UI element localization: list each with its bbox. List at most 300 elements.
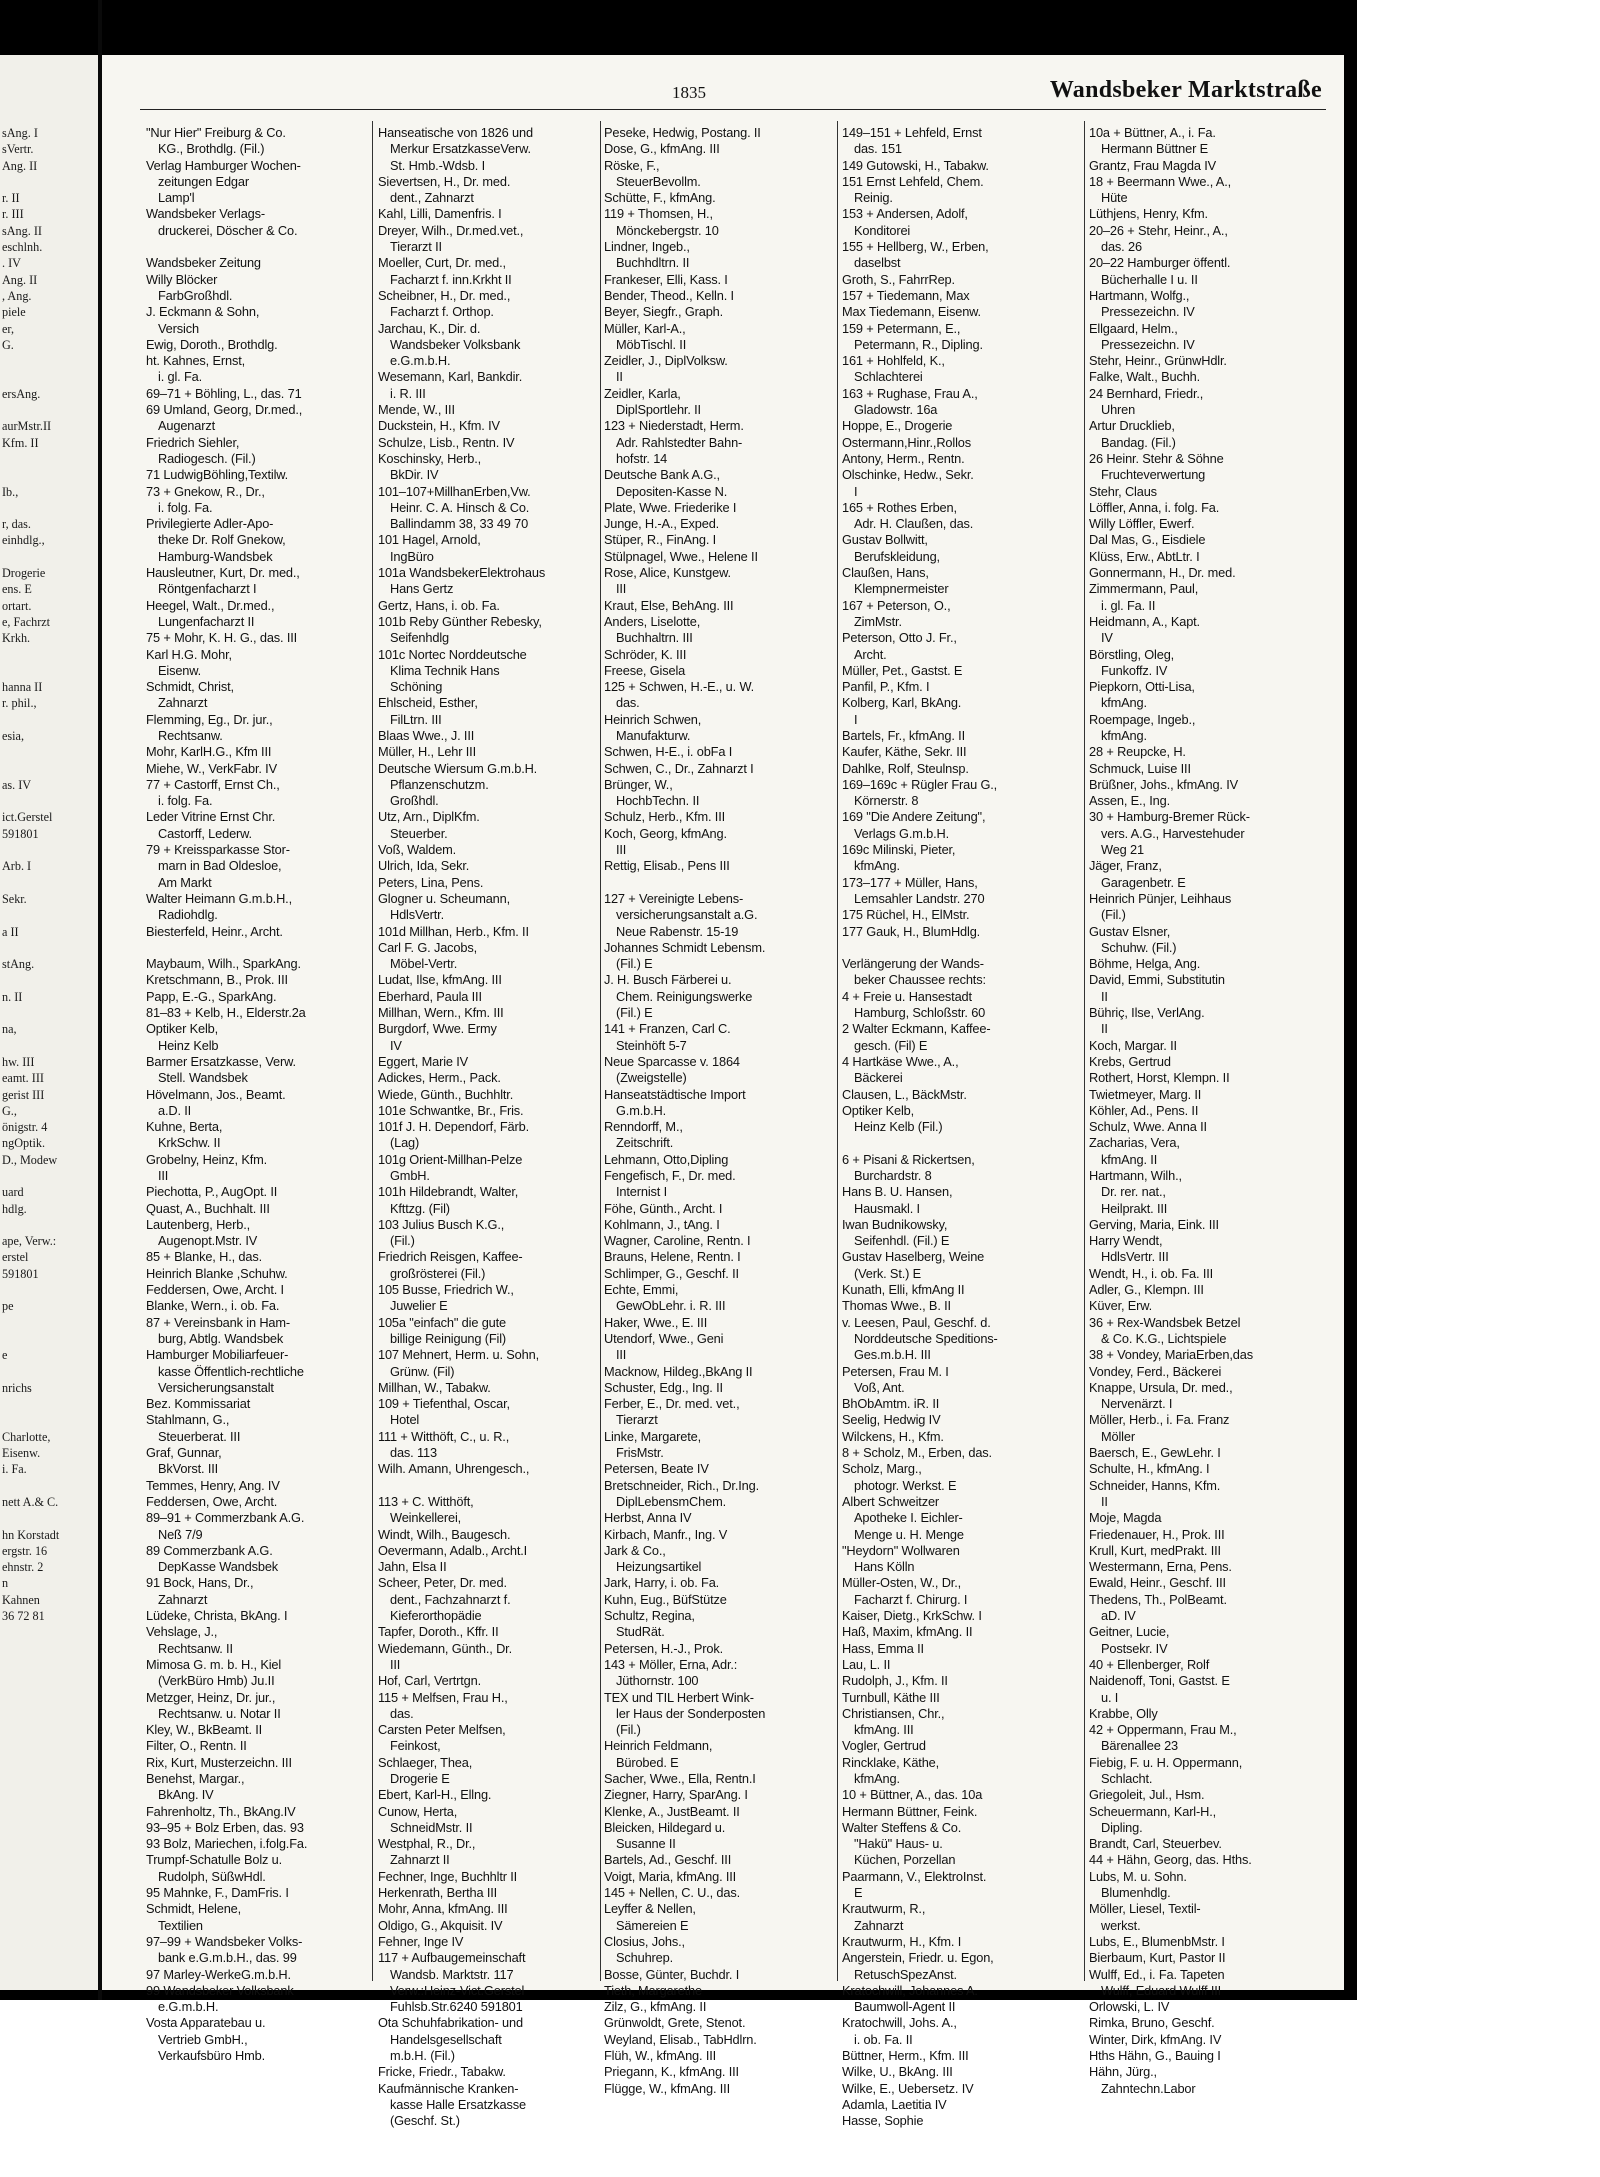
directory-entry-line: Rose, Alice, Kunstgew. [604, 565, 731, 581]
directory-entry-line: Hähn, Jürg., [1089, 2064, 1157, 2080]
directory-entry-line: KG., Brothdlg. (Fil.) [158, 141, 265, 157]
directory-entry-line: Hans B. U. Hansen, [842, 1184, 953, 1200]
directory-entry-line: Hamburger Mobiliarfeuer- [146, 1347, 289, 1363]
directory-entry-line: Hausleutner, Kurt, Dr. med., [146, 565, 300, 581]
directory-entry-line: Kfttzg. (Fil) [390, 1200, 450, 1216]
directory-entry-line: Verlag Hamburger Wochen- [146, 157, 301, 173]
directory-entry-line: Bücherhalle I u. II [1101, 271, 1198, 287]
directory-entry-line: das. [390, 1705, 414, 1721]
directory-entry-line: 107 Mehnert, Herm. u. Sohn, [378, 1347, 539, 1363]
directory-entry-line: Herkenrath, Bertha III [378, 1885, 498, 1901]
directory-entry-line: 109 + Tiefenthal, Oscar, [378, 1396, 510, 1412]
directory-entry-line: Wilke, U., BkAng. III [842, 2064, 953, 2080]
directory-entry-line: Neue Rabenstr. 15-19 [616, 923, 739, 939]
directory-entry-line: Piepkorn, Otti-Lisa, [1089, 679, 1195, 695]
directory-entry-line: Heinrich Pünjer, Leihhaus [1089, 890, 1232, 906]
directory-entry-line: Berufskleidung, [854, 548, 940, 564]
directory-entry-line: ZimMstr. [854, 613, 902, 629]
directory-entry-line: "Hakü" Haus- u. [854, 1836, 943, 1852]
directory-entry-line: Renndorff, M., [604, 1119, 683, 1135]
directory-entry-line: Küchen, Porzellan [854, 1852, 956, 1868]
directory-entry-line: Jahn, Elsa II [378, 1559, 447, 1575]
directory-entry-line: II [616, 369, 623, 385]
left-page-line: G., [2, 1103, 17, 1118]
directory-entry-line: Bärenallee 23 [1101, 1738, 1179, 1754]
directory-entry-line: Hanseatische von 1826 und [378, 125, 533, 140]
directory-entry-line: 91 Bock, Hans, Dr., [146, 1575, 254, 1591]
directory-entry-line: Ostermann,Hinr.,Rollos [842, 434, 971, 450]
directory-entry-line: a.D. II [158, 1102, 192, 1118]
directory-entry-line: Mohr, Anna, kfmAng. III [378, 1901, 508, 1917]
left-page-line: a II [2, 924, 19, 939]
directory-entry-line: Vertrieb GmbH., [158, 2031, 248, 2047]
directory-entry-line: Bartels, Fr., kfmAng. II [842, 727, 965, 743]
directory-entry-line: Lindner, Ingeb., [604, 239, 690, 255]
directory-entry-line: Petersen, Beate IV [604, 1461, 709, 1477]
directory-entry-line: Zeitschrift. [616, 1135, 674, 1151]
directory-entry-line: Tierarzt II [390, 239, 442, 255]
directory-entry-line: großrösterei (Fil.) [390, 1265, 486, 1281]
directory-entry-line: Rechtsanw. II [158, 1640, 233, 1656]
directory-entry-line: kfmAng. [854, 1770, 900, 1786]
directory-entry-line: Postsekr. IV [1101, 1640, 1168, 1656]
directory-entry-line: Ges.m.b.H. III [854, 1347, 931, 1363]
directory-entry-line: Wandsb. Marktstr. 117 [390, 1966, 514, 1982]
directory-entry-line: Friedrich Siehler, [146, 434, 240, 450]
left-page-line [2, 467, 59, 483]
directory-entry-line: Ferber, E., Dr. med. vet., [604, 1396, 740, 1412]
directory-entry-line: kfmAng. II [1101, 1151, 1158, 1167]
directory-entry-line: Seelig, Hedwig IV [842, 1412, 941, 1428]
directory-entry-line: ler Haus der Sonderposten [616, 1705, 766, 1721]
left-page-line: na, [2, 1022, 17, 1037]
directory-entry-line: Papp, E.-G., SparkAng. [146, 988, 277, 1004]
directory-entry-line: GmbH. [390, 1168, 430, 1183]
directory-entry-line: Vehslage, J., [146, 1624, 218, 1640]
directory-entry-line: 4 Hartkäse Wwe., A., [842, 1053, 959, 1069]
directory-entry-line: Lüdeke, Christa, BkAng. I [146, 1608, 288, 1624]
directory-entry-line: das. [616, 695, 640, 711]
directory-entry-line: IV [390, 1037, 402, 1053]
directory-entry-line: 10a + Büttner, A., i. Fa. [1089, 125, 1216, 140]
directory-entry-line: Dipling. [1101, 1819, 1143, 1835]
left-page-line [2, 174, 59, 190]
directory-entry-line: Bez. Kommissariat [146, 1396, 251, 1412]
directory-entry-line: Bartels, Ad., Geschf. III [604, 1852, 732, 1868]
directory-entry-line: 113 + C. Witthöft, [378, 1493, 474, 1509]
directory-entry-line: Handelsgesellschaft [390, 2031, 502, 2047]
directory-entry-line: Schlimper, G., Geschf. II [604, 1265, 739, 1281]
left-page-line: Kfm. II [2, 435, 39, 450]
directory-entry-line: 75 + Mohr, K. H. G., das. III [146, 630, 298, 646]
directory-entry-line: 119 + Thomsen, H., [604, 206, 713, 222]
directory-entry-line: Wandsbeker Volksbank [390, 336, 521, 352]
directory-entry-line: Radiohdlg. [158, 907, 218, 923]
directory-entry-line: FarbGroßhdl. [158, 287, 233, 303]
directory-entry-line: Linke, Margarete, [604, 1428, 702, 1444]
directory-entry-line: (Fil.) [390, 1233, 415, 1249]
directory-entry-line: Rettig, Elisab., Pens III [604, 858, 730, 874]
left-page-line: ehnstr. 2 [2, 1560, 44, 1575]
directory-entry-line: Hass, Emma II [842, 1640, 924, 1656]
directory-entry-line: Chem. Reinigungswerke [616, 988, 753, 1004]
directory-entry-line: Kuhn, Eug., BüfStütze [604, 1591, 727, 1607]
directory-entry-line: Wilke, E., Uebersetz. IV [842, 2080, 974, 2096]
directory-entry-line: Gustav Elsner, [1089, 923, 1171, 939]
directory-entry-line: Vosta Apparatebau u. [146, 2015, 266, 2031]
directory-entry-line: Bierbaum, Kurt, Pastor II [1089, 1950, 1226, 1966]
column-rule [372, 121, 373, 1981]
directory-entry-line: Bleicken, Hildegard u. [604, 1819, 726, 1835]
directory-entry-line: Moeller, Curt, Dr. med., [378, 255, 506, 271]
left-page-line: einhdlg., [2, 533, 45, 548]
directory-entry-line: III [390, 1656, 401, 1672]
left-page-line: e [2, 1348, 8, 1363]
directory-entry-line: Körnerstr. 8 [854, 793, 919, 809]
directory-entry-line [146, 239, 307, 255]
left-page-line [2, 972, 59, 988]
left-page-line: ergstr. 16 [2, 1543, 48, 1558]
left-page-line: ict.Gerstel [2, 810, 53, 825]
directory-entry-line: Eisenw. [158, 662, 202, 678]
directory-entry-line: Schlacht. [1101, 1770, 1153, 1786]
directory-entry-line: Klima Technik Hans [390, 662, 500, 678]
directory-entry-line: HdlsVertr. [390, 907, 444, 923]
left-page-line [2, 842, 59, 858]
directory-entry-line: Ewald, Heinr., Geschf. III [1089, 1575, 1226, 1591]
left-page-line [2, 1282, 59, 1298]
directory-entry-line: Köhler, Ad., Pens. II [1089, 1102, 1199, 1118]
directory-entry-line: J. H. Busch Färberei u. [604, 972, 732, 988]
directory-entry-line: Heidmann, A., Kapt. [1089, 613, 1200, 629]
directory-entry-line [146, 940, 307, 956]
left-page-line: eamt. III [2, 1071, 44, 1086]
directory-entry-line: Hasse, Sophie [842, 2113, 924, 2129]
directory-entry-line: Leyffer & Nellen, [604, 1901, 696, 1917]
directory-entry-line: Windt, Wilh., Baugesch. [378, 1526, 511, 1542]
directory-entry-line: Angerstein, Friedr. u. Egon, [842, 1950, 994, 1966]
directory-entry-line: Macknow, Hildeg.,BkAng II [604, 1363, 753, 1379]
left-page-line: sAng. I [2, 126, 38, 140]
directory-entry-line: Lungenfacharzt II [158, 613, 255, 629]
directory-column-5 [1089, 125, 1253, 2097]
directory-entry-line: aD. IV [1101, 1608, 1136, 1624]
directory-entry-line: 99 Wandsbeker Volksbank [146, 1982, 294, 1998]
directory-entry-line: Heinr. C. A. Hinsch & Co. [390, 499, 530, 515]
directory-entry-line: Fechner, Inge, Buchhltr II [378, 1868, 518, 1884]
directory-entry-line: FilLtrn. III [390, 711, 442, 727]
directory-entry-line: Petermann, R., Dipling. [854, 336, 983, 352]
directory-entry-line: das. 151 [854, 141, 902, 157]
directory-entry-line: 101b Reby Günther Rebesky, [378, 613, 542, 629]
directory-entry-line: Hamburg, Schloßstr. 60 [854, 1005, 986, 1021]
left-page-line [2, 500, 59, 516]
directory-entry-line: Kratochwill, Johannes A. [842, 1982, 978, 1998]
directory-entry-line: Adr. Rahlstedter Bahn- [616, 434, 743, 450]
directory-entry-line: Möbel-Vertr. [390, 956, 458, 972]
directory-entry-line: (Fil.) [616, 1722, 641, 1738]
directory-entry-line: Krabbe, Olly [1089, 1705, 1158, 1721]
directory-entry-line: 101a WandsbekerElektrohaus [378, 565, 546, 581]
directory-entry-line: Koschinsky, Herb., [378, 450, 482, 466]
directory-entry-line: Bandag. (Fil.) [1101, 434, 1176, 450]
directory-entry-line: 28 + Reupcke, H. [1089, 744, 1186, 760]
directory-entry-line: Groth, S., FahrrRep. [842, 271, 955, 287]
directory-entry-line: Kaufer, Käthe, Sekr. III [842, 744, 967, 760]
left-page-line: önigstr. 4 [2, 1120, 48, 1135]
directory-entry-line: Röntgenfacharzt I [158, 581, 257, 597]
directory-entry-line: Pflanzenschutzm. [390, 776, 489, 792]
left-page-line: hn Korstadt [2, 1527, 60, 1542]
directory-entry-line: Graf, Gunnar, [146, 1445, 222, 1461]
directory-entry-line: "Nur Hier" Freiburg & Co. [146, 125, 286, 140]
directory-entry-line: Scheer, Peter, Dr. med. [378, 1575, 507, 1591]
directory-entry-line: Konditorei [854, 222, 911, 238]
directory-entry-line: dent., Zahnarzt [390, 190, 474, 206]
directory-entry-line: Fengefisch, F., Dr. med. [604, 1168, 736, 1183]
directory-entry-line: Fehner, Inge IV [378, 1933, 464, 1949]
directory-entry-line: Kretschmann, B., Prok. III [146, 972, 288, 988]
directory-entry-line: Pressezeichn. IV [1101, 336, 1195, 352]
left-page-line [2, 369, 59, 385]
directory-column-3 [604, 125, 765, 2097]
left-page-line [2, 1005, 59, 1021]
directory-entry-line: BhObAmtm. iR. II [842, 1396, 940, 1412]
directory-entry-line: 81–83 + Kelb, H., Elderstr.2a [146, 1005, 306, 1021]
left-page-line: Sekr. [2, 891, 27, 906]
directory-entry-line: 127 + Vereinigte Lebens- [604, 890, 744, 906]
directory-entry-line: Anders, Liselotte, [604, 613, 701, 629]
directory-entry-line: Hans Kölln [854, 1559, 915, 1575]
directory-entry-line: kasse Halle Ersatzkasse [390, 2096, 526, 2112]
directory-entry-line: 20–26 + Stehr, Heinr., A., [1089, 222, 1228, 238]
directory-entry-line: Echte, Emmi, [604, 1282, 679, 1298]
left-page-line [2, 402, 59, 418]
directory-entry-line: Zahnarzt [158, 1591, 208, 1607]
directory-entry-line: Wiede, Günth., Buchhltr. [378, 1086, 514, 1102]
directory-entry-line: BkDir. IV [390, 467, 439, 483]
directory-entry-line: HochbTechn. II [616, 793, 700, 809]
directory-entry-line: Facharzt f. Chirurg. I [854, 1591, 968, 1607]
directory-entry-line: Reinig. [854, 190, 893, 206]
directory-entry-line: Hausmakl. I [854, 1200, 920, 1216]
left-page-line [2, 761, 59, 777]
directory-entry-line: Voß, Waldem. [378, 842, 457, 858]
column-rule [837, 121, 838, 1981]
directory-entry-line: Heinz Kelb [158, 1037, 219, 1053]
directory-entry-line: 177 Gauk, H., BlumHdlg. [842, 923, 981, 939]
directory-entry-line: 153 + Andersen, Adolf, [842, 206, 968, 222]
directory-entry-line: Karl H.G. Mohr, [146, 646, 232, 662]
directory-entry-line: e.G.m.b.H. [390, 353, 451, 369]
directory-entry-line: Hüte [1101, 190, 1128, 206]
directory-entry-line: 157 + Tiedemann, Max [842, 287, 970, 303]
directory-entry-line: Klempnermeister [854, 581, 949, 597]
directory-entry-line: 95 Mahnke, F., DamFris. I [146, 1885, 289, 1901]
directory-entry-line: u. I [1101, 1689, 1119, 1705]
directory-entry-line: Gustav Haselberg, Weine [842, 1249, 985, 1265]
directory-entry-line: Adr. H. Claußen, das. [854, 516, 974, 532]
directory-entry-line: Manufakturw. [616, 727, 691, 743]
directory-entry-line: 169c Milinski, Pieter, [842, 842, 956, 858]
directory-entry-line: kfmAng. [1101, 695, 1147, 711]
left-page-line [2, 793, 59, 809]
directory-entry-line: Geitner, Lucie, [1089, 1624, 1170, 1640]
directory-entry-line: m.b.H. (Fil.) [390, 2048, 455, 2064]
directory-entry-line: billige Reinigung (Fil) [390, 1330, 507, 1346]
left-page-line: sAng. II [2, 223, 42, 238]
directory-entry-line: I [854, 711, 858, 727]
directory-entry-line: (Geschf. St.) [390, 2113, 460, 2129]
directory-entry-line: Flüh, W., kfmAng. III [604, 2048, 717, 2064]
left-page-line: gerist III [2, 1087, 45, 1102]
directory-entry-line: i. gl. Fa. II [1101, 597, 1156, 613]
directory-entry-line: Blaas Wwe., J. III [378, 727, 475, 743]
directory-entry-line: Zahnarzt [854, 1917, 904, 1933]
directory-entry-line: Krautwurm, R., [842, 1901, 926, 1917]
left-page-line [2, 1364, 59, 1380]
directory-entry-line: Friedenauer, H., Prok. III [1089, 1526, 1225, 1542]
directory-entry-line: Textilien [158, 1917, 203, 1933]
directory-entry-line: Facharzt f. Orthop. [390, 304, 494, 320]
directory-entry-line: & Co. K.G., Lichtspiele [1101, 1330, 1227, 1346]
directory-entry-line: (Lag) [390, 1135, 420, 1151]
directory-entry-line: Metzger, Heinz, Dr. jur., [146, 1689, 276, 1705]
directory-entry-line: Bäckerei [854, 1070, 903, 1086]
directory-entry-line: III [616, 842, 627, 858]
directory-entry-line: Fricke, Friedr., Tabakw. [378, 2064, 506, 2080]
directory-entry-line: Kieferorthopädie [390, 1608, 482, 1624]
directory-entry-line: Garagenbetr. E [1101, 874, 1186, 890]
directory-entry-line: Müller, H., Lehr III [378, 744, 476, 760]
left-page-line: n [2, 1576, 9, 1591]
directory-entry-line: Schultz, Regina, [604, 1608, 695, 1624]
left-page-line: nrichs [2, 1380, 32, 1395]
directory-entry-line: i. R. III [390, 385, 426, 401]
directory-entry-line: druckerei, Döscher & Co. [158, 222, 298, 238]
directory-entry-line: Fahrenholtz, Th., BkAng.IV [146, 1803, 296, 1819]
column-rule [1084, 121, 1085, 1981]
directory-entry-line: Albert Schweitzer [842, 1493, 940, 1509]
directory-entry-line: 101 Hagel, Arnold, [378, 532, 481, 548]
directory-entry-line: Steinhöft 5-7 [616, 1037, 687, 1053]
directory-entry-line: v. Leesen, Paul, Geschf. d. [842, 1314, 991, 1330]
directory-entry-line: Hths Hähn, G., Bauing I [1089, 2048, 1221, 2064]
directory-entry-line [604, 875, 765, 891]
directory-entry-line: Schneider, Hanns, Kfm. [1089, 1477, 1221, 1493]
directory-entry-line: Thomas Wwe., B. II [842, 1298, 951, 1314]
directory-entry-line: (VerkBüro Hmb) Ju.II [158, 1673, 275, 1689]
directory-entry-line: Grünwoldt, Grete, Stenot. [604, 2015, 746, 2031]
directory-entry-line: Schulz, Herb., Kfm. III [604, 809, 726, 825]
left-page-line: ortart. [2, 598, 32, 613]
directory-entry-line: 79 + Kreissparkasse Stor- [146, 842, 290, 858]
directory-entry-line: Privilegierte Adler-Apo- [146, 516, 274, 532]
directory-entry-line: Rudolph, J., Kfm. II [842, 1673, 948, 1689]
directory-entry-line: (Fil.) E [616, 1005, 653, 1021]
left-page-line: sVertr. [2, 142, 34, 157]
directory-entry-line: Börstling, Oleg, [1089, 646, 1175, 662]
directory-entry-line: Sämereien E [616, 1917, 689, 1933]
directory-entry-line: 77 + Castorff, Ernst Ch., [146, 776, 280, 792]
left-page-line [2, 1315, 59, 1331]
directory-entry-line: Merkur ErsatzkasseVerw. [390, 141, 531, 157]
left-page-line [2, 1412, 59, 1428]
directory-entry-line: Nervenärzt. I [1101, 1396, 1173, 1412]
left-page-line [2, 1510, 59, 1526]
directory-entry-line: Artur Drucklieb, [1089, 418, 1175, 434]
directory-entry-line: Ziegner, Harry, SparAng. I [604, 1787, 748, 1803]
directory-entry-line: Rimka, Bruno, Geschf. [1089, 2015, 1215, 2031]
directory-entry-line: Krebs, Gertrud [1089, 1053, 1171, 1069]
directory-entry-line: Claußen, Hans, [842, 565, 929, 581]
directory-entry-line: Krull, Kurt, medPrakt. III [1089, 1542, 1221, 1558]
directory-entry-line: Apotheke I. Eichler- [854, 1510, 963, 1526]
directory-entry-line: Zahnarzt [158, 695, 208, 711]
directory-entry-line: Ludat, Ilse, kfmAng. III [378, 972, 502, 988]
directory-entry-line: Duckstein, H., Kfm. IV [378, 418, 500, 434]
directory-entry-line: Utz, Arn., DiplKfm. [378, 809, 480, 825]
directory-entry-line: Oldigo, G., Akquisit. IV [378, 1917, 503, 1933]
directory-entry-line: Norddeutsche Speditions- [854, 1330, 998, 1346]
directory-entry-line: Eggert, Marie IV [378, 1053, 469, 1069]
left-page-line [2, 744, 59, 760]
directory-entry-line: Kuhne, Berta, [146, 1119, 223, 1135]
directory-entry-line: Küver, Erw. [1089, 1298, 1153, 1314]
directory-column-2 [378, 125, 545, 2130]
directory-entry-line: Wulff, Eduard Wulff III [1101, 1982, 1222, 1998]
directory-entry-line: Augenopt.Mstr. IV [158, 1233, 258, 1249]
directory-entry-line [378, 1478, 545, 1494]
left-page-line: ngOptik. [2, 1136, 45, 1151]
directory-entry-line: Grünw. (Fil) [390, 1363, 455, 1379]
directory-entry-line: ht. Kahnes, Ernst, [146, 353, 246, 369]
directory-entry-line: Jark, Harry, i. ob. Fa. [604, 1575, 720, 1591]
directory-entry-line: Neß 7/9 [158, 1526, 203, 1542]
directory-entry-line: Sievertsen, H., Dr. med. [378, 173, 511, 189]
page-number: 1835 [672, 83, 706, 102]
directory-entry-line: 101–107+MillhanErben,Vw. [378, 483, 531, 499]
left-page-line: Krkh. [2, 631, 31, 646]
directory-entry-line: Fruchteverwertung [1101, 467, 1206, 483]
directory-entry-line: DiplSportlehr. II [616, 402, 701, 418]
directory-entry-line: Versich [158, 320, 199, 336]
directory-entry-line: Junge, H.-A., Exped. [604, 516, 720, 532]
directory-entry-line: Möller [1101, 1428, 1135, 1444]
directory-entry-line: Schlachterei [854, 369, 923, 385]
left-page-line [2, 1396, 59, 1412]
left-page-line: ens. E [2, 582, 32, 597]
left-page-line [2, 712, 59, 728]
directory-entry-line: Carl F. G. Jacobs, [378, 939, 477, 955]
directory-entry-line: Lamp'l [158, 190, 195, 206]
directory-entry-line: Böhme, Helga, Ang. [1089, 956, 1201, 972]
directory-entry-line: burg, Abtlg. Wandsbek [158, 1330, 284, 1346]
directory-entry-line: i. folg. Fa. [158, 793, 213, 809]
directory-entry-line: i. folg. Fa. [158, 499, 213, 515]
directory-entry-line: Brandt, Carl, Steuerbev. [1089, 1836, 1222, 1852]
directory-entry-line: Heegel, Walt., Dr.med., [146, 597, 275, 613]
directory-entry-line: HdlsVertr. III [1101, 1249, 1169, 1265]
directory-entry-line: 117 + Aufbaugemeinschaft [378, 1950, 526, 1966]
left-page-line: G. [2, 337, 14, 352]
directory-entry-line: Voß, Ant. [854, 1379, 905, 1395]
directory-entry-line: Griegoleit, Jul., Hsm. [1089, 1787, 1205, 1803]
left-page-line [2, 353, 59, 369]
directory-entry-line: 69–71 + Böhling, L., das. 71 [146, 385, 302, 401]
directory-entry-line: Mönckebergstr. 10 [616, 222, 719, 238]
directory-entry-line: Tieth, Margarethe [604, 1982, 702, 1998]
